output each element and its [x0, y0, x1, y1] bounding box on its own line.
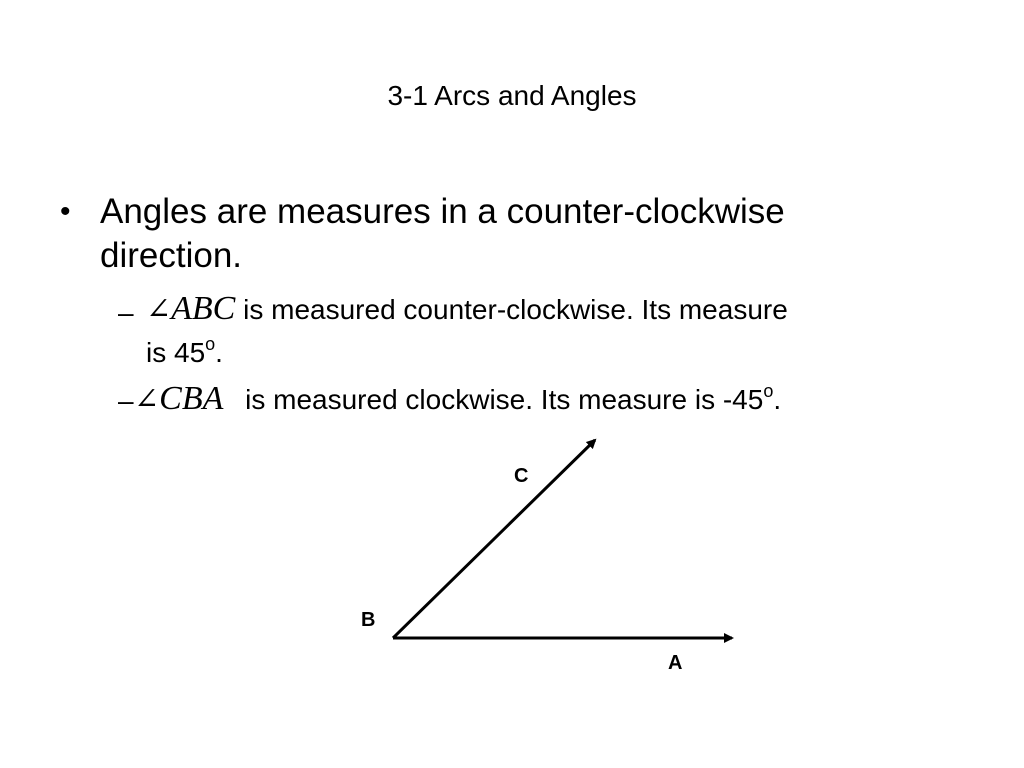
subitem-1-dash: –: [118, 297, 134, 328]
angle-icon: ∠: [146, 292, 172, 327]
label-a: A: [668, 652, 683, 674]
subitem-1-text-line2: is 45: [146, 337, 206, 368]
subitem-2-degree: o: [763, 381, 774, 401]
angle-icon: ∠: [134, 382, 160, 417]
subitem-1-end: .: [215, 337, 223, 368]
subitem-1-degree: o: [205, 334, 216, 354]
ray-bc: [393, 440, 595, 638]
subitem-1-angle-name: ABC: [171, 290, 236, 327]
subitem-2-angle-name: CBA: [159, 380, 224, 417]
label-b: B: [361, 609, 376, 631]
subitem-1-text-line1: is measured counter-clockwise. Its measure: [235, 294, 788, 325]
subitem-2-text: is measured clockwise. Its measure is -45: [237, 384, 764, 415]
bullet-marker: •: [60, 195, 71, 228]
subitem-2-dash: –: [118, 385, 134, 416]
subitem-2-end: .: [773, 384, 782, 415]
label-c: C: [514, 465, 529, 487]
bullet-text: Angles are measures in a counter-clockwise direction.: [100, 192, 785, 275]
slide-title: 3-1 Arcs and Angles: [387, 80, 637, 111]
